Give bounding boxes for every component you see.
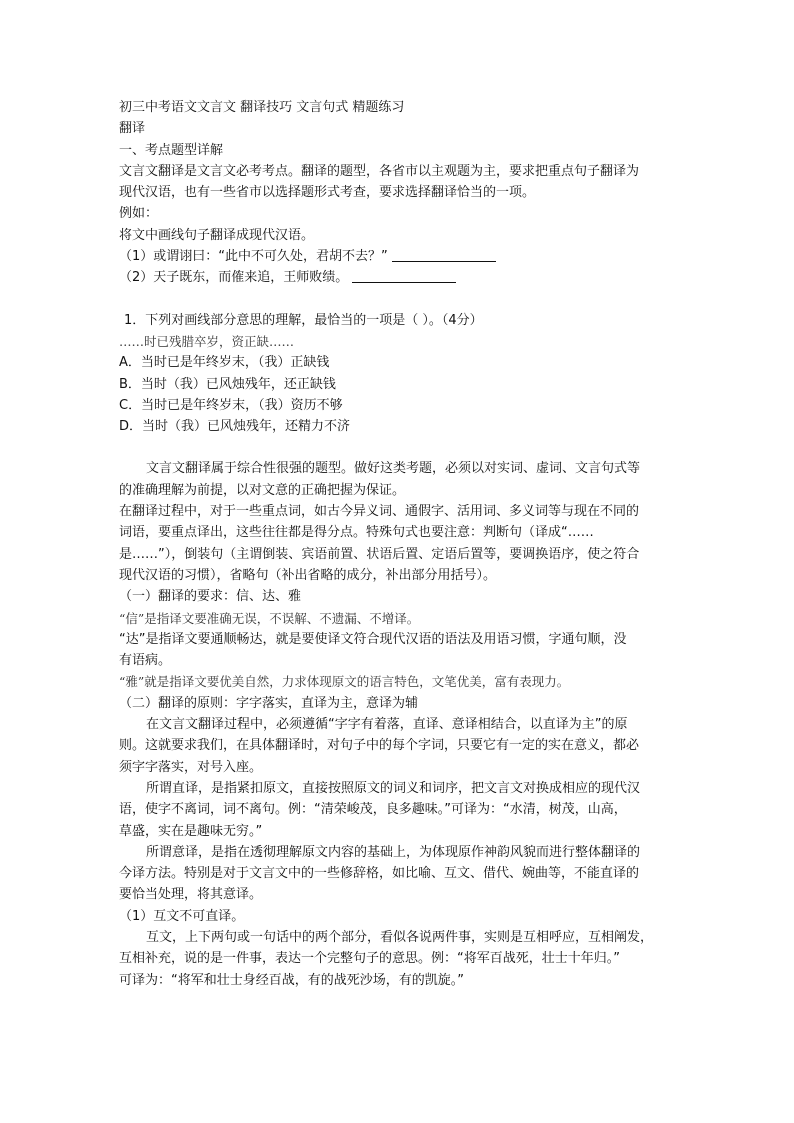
document-page bbox=[119, 97, 684, 991]
paragraph-line: 可译为：“将军和壮士身经百战，有的战死沙场，有的凯旋。” bbox=[119, 972, 464, 988]
example-question-2-text: （2）天子既东，而傕来追，王师败绩。 bbox=[119, 270, 349, 286]
paragraph-line: 语，使字不离词，词不离句。例：“清荣峻茂，良多趣味。”可译为：“水清，树茂，山高， bbox=[119, 802, 627, 818]
paragraph-line: 则。这就要求我们，在具体翻译时，对句子中的每个字词，只要它有一定的实在意义，都必 bbox=[119, 738, 640, 754]
spacer bbox=[119, 437, 684, 458]
mc-option-b: B．当时（我）已风烛残年，还正缺钱 bbox=[119, 376, 336, 392]
paragraph-line: 词语，要重点译出，这些往往都是得分点。特殊句式也要注意：判断句（译成“…… bbox=[119, 525, 594, 541]
requirement-xin: “信”是指译文要准确无误，不误解、不遗漏、不增译。 bbox=[119, 610, 420, 626]
example-question-2 bbox=[119, 267, 684, 288]
section-heading: 一、考点题型详解 bbox=[119, 142, 224, 158]
paragraph-line: 是……”），倒装句（主谓倒装、宾语前置、状语后置、定语后置等，要调换语序，使之符合 bbox=[119, 546, 640, 562]
example-label: 例如： bbox=[119, 206, 159, 222]
intro-line-2: 现代汉语，也有一些省市以选择题形式考查，要求选择翻译恰当的一项。 bbox=[119, 185, 536, 201]
paragraph-line: 互相补充，说的是一件事，表达一个完整句子的意思。例：“将军百战死，壮士十年归。” bbox=[119, 951, 620, 967]
spacer bbox=[119, 289, 684, 310]
answer-blank bbox=[392, 248, 496, 262]
requirements-heading: （一）翻译的要求：信、达、雅 bbox=[119, 589, 302, 605]
paragraph-line: 在文言文翻译过程中，必须遵循“字字有着落，直译、意译相结合，以直译为主”的原 bbox=[146, 717, 628, 733]
paragraph-line: 文言文翻译属于综合性很强的题型。做好这类考题，必须以对实词、虚词、文言句式等 bbox=[146, 461, 641, 477]
document-subtitle: 翻译 bbox=[119, 121, 146, 137]
example-question-1-text: （1）或谓诩曰：“此中不可久处，君胡不去？” bbox=[119, 249, 388, 265]
requirement-da: “达”是指译文要通顺畅达，就是要使译文符合现代汉语的语法及用语习惯，字通句顺，没 bbox=[119, 631, 627, 647]
requirement-ya: “雅”就是指译文要优美自然，力求体现原文的语言特色，文笔优美，富有表现力。 bbox=[119, 674, 570, 690]
mc-question: 1．下列对画线部分意思的理解，最恰当的一项是（ ）。（4分） bbox=[124, 312, 483, 328]
mc-option-d: D．当时（我）已风烛残年，还精力不济 bbox=[119, 419, 351, 435]
document-title: 初三中考语文文言文 翻译技巧 文言句式 精题练习 bbox=[119, 100, 405, 115]
paragraph-line: 现代汉语的习惯），省略句（补出省略的成分，补出部分用括号）。 bbox=[119, 567, 497, 583]
paragraph-line: 须字字落实，对号入座。 bbox=[119, 759, 263, 775]
answer-blank bbox=[352, 269, 456, 283]
paragraph-line: 的准确理解为前提，以对文意的正确把握为保证。 bbox=[119, 482, 406, 498]
paragraph-line: 所谓意译，是指在透彻理解原文内容的基础上，为体现原作神韵风貌而进行整体翻译的 bbox=[146, 844, 641, 860]
intro-line-1: 文言文翻译是文言文必考考点。翻译的题型，各省市以主观题为主，要求把重点句子翻译为 bbox=[119, 163, 640, 179]
principles-heading: （二）翻译的原则：字字落实，直译为主，意译为辅 bbox=[119, 695, 419, 711]
paragraph-line: 互文，上下两句或一句话中的两个部分，看似各说两件事，实则是互相呼应，互相阐发， bbox=[146, 929, 654, 945]
mc-quote: ……时已残腊卒岁，资正缺…… bbox=[119, 333, 295, 349]
mc-option-c: C．当时已是年终岁末，（我）资历不够 bbox=[119, 397, 343, 413]
paragraph-line: 要恰当处理，将其意译。 bbox=[119, 887, 263, 903]
paragraph-line: 今译方法。特别是对于文言文中的一些修辞格，如比喻、互文、借代、婉曲等，不能直译的 bbox=[119, 866, 640, 882]
paragraph-line: 所谓直译，是指紧扣原文，直接按照原文的词义和词序，把文言文对换成相应的现代汉 bbox=[146, 780, 641, 796]
paragraph-line: 草盛，实在是趣味无穷。” bbox=[119, 823, 263, 839]
example-instruction: 将文中画线句子翻译成现代汉语。 bbox=[119, 227, 315, 243]
mc-option-a: A．当时已是年终岁末，（我）正缺钱 bbox=[119, 355, 330, 371]
paragraph-line: 在翻译过程中，对于一些重点词，如古今异义词、通假字、活用词、多义词等与现在不同的 bbox=[119, 504, 640, 520]
huwen-heading: （1）互文不可直译。 bbox=[119, 908, 245, 924]
requirement-da: 有语病。 bbox=[119, 653, 172, 669]
example-question-1 bbox=[119, 246, 684, 267]
